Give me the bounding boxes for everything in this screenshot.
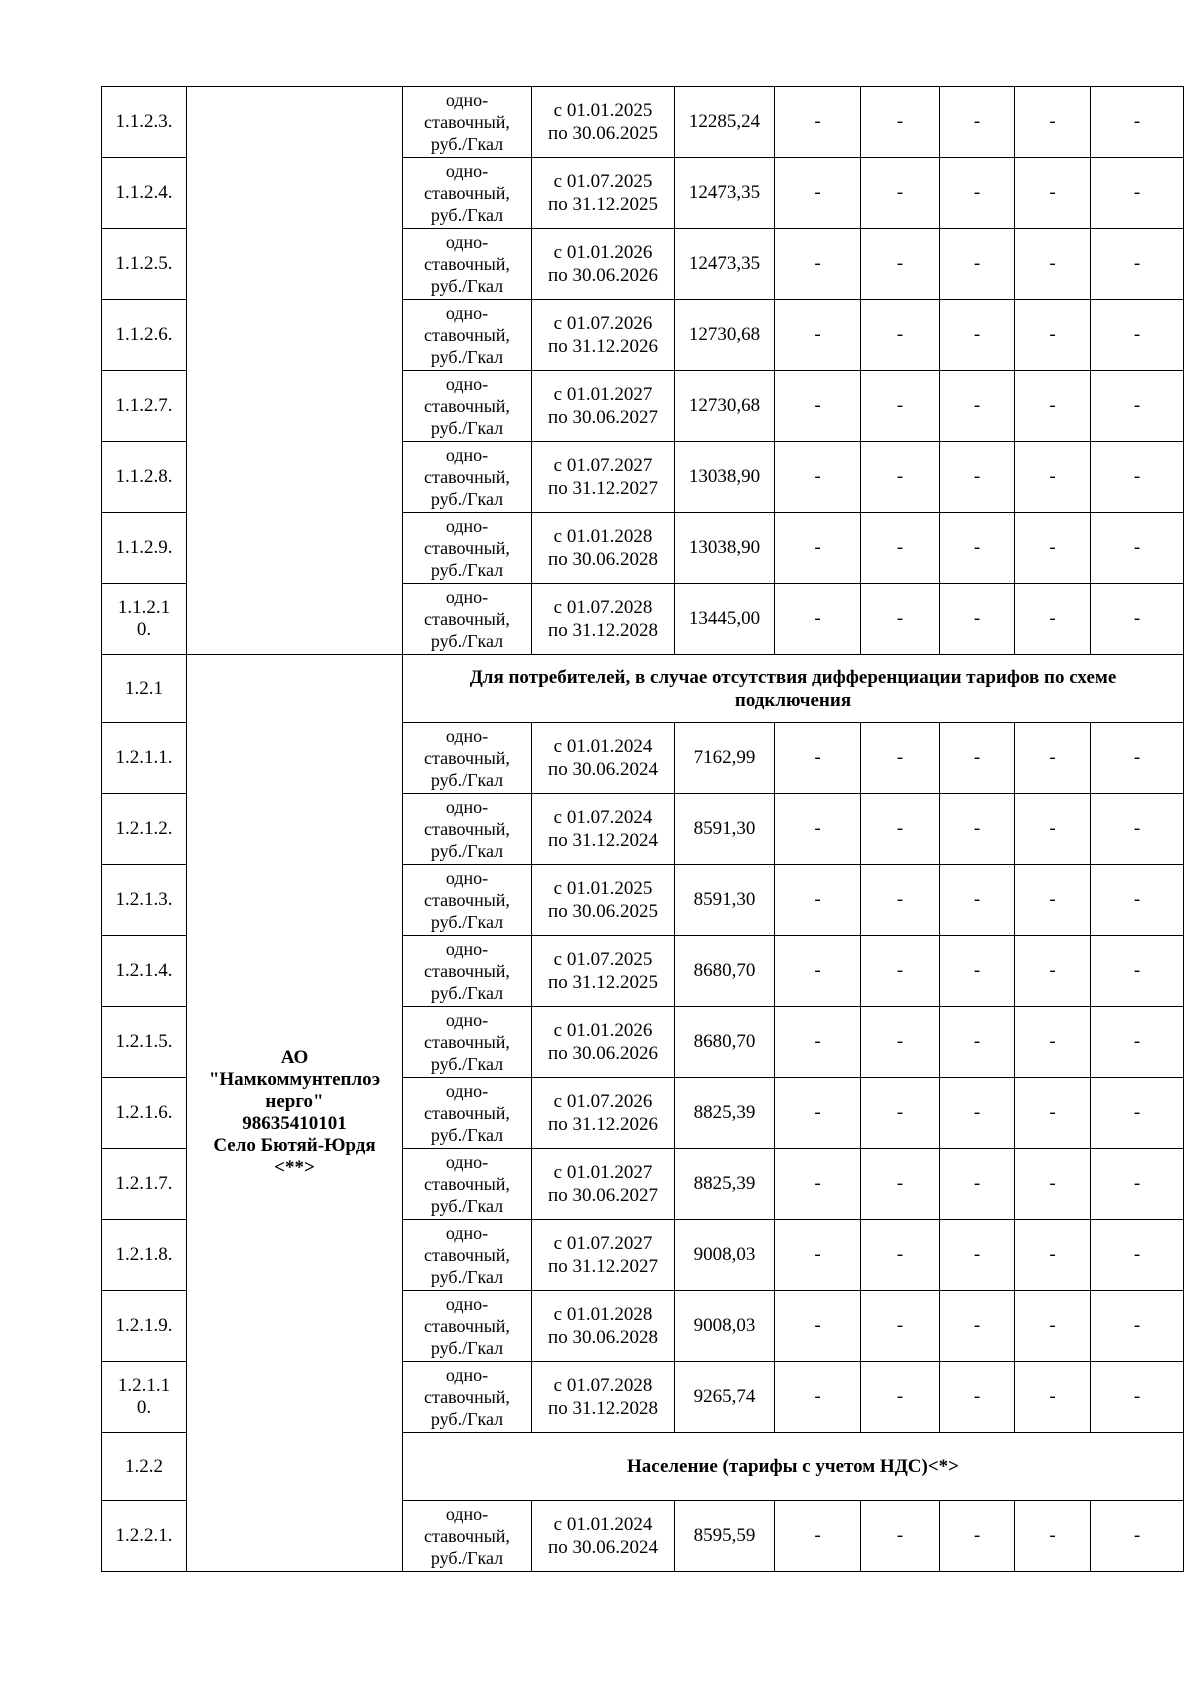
tariff-period: с 01.07.2027 по 31.12.2027 — [532, 442, 675, 513]
tariff-type: одно- ставочный, руб./Гкал — [403, 513, 532, 584]
tariff-type: одно- ставочный, руб./Гкал — [403, 865, 532, 936]
empty-value: - — [775, 1007, 861, 1078]
empty-value: - — [1091, 229, 1184, 300]
empty-value: - — [1015, 513, 1091, 584]
empty-value: - — [940, 1078, 1015, 1149]
tariff-table — [101, 86, 1184, 1572]
empty-value: - — [1015, 723, 1091, 794]
empty-value: - — [940, 936, 1015, 1007]
empty-value: - — [775, 794, 861, 865]
empty-value: - — [1091, 513, 1184, 584]
section-number: 1.2.1 — [102, 655, 187, 723]
empty-value: - — [1091, 1291, 1184, 1362]
empty-value: - — [861, 158, 940, 229]
organization-line: <**> — [274, 1157, 315, 1178]
table-row — [102, 87, 1184, 158]
tariff-value: 13445,00 — [675, 584, 775, 655]
tariff-period: с 01.01.2025 по 30.06.2025 — [532, 87, 675, 158]
empty-value: - — [1015, 442, 1091, 513]
empty-value: - — [1015, 371, 1091, 442]
empty-value: - — [940, 1501, 1015, 1572]
organization-line: "Намкоммунтеплоэ — [208, 1069, 381, 1090]
tariff-type: одно- ставочный, руб./Гкал — [403, 442, 532, 513]
empty-value: - — [1015, 1291, 1091, 1362]
tariff-period: с 01.01.2027 по 30.06.2027 — [532, 371, 675, 442]
empty-value: - — [775, 1362, 861, 1433]
empty-value: - — [1015, 229, 1091, 300]
empty-value: - — [861, 87, 940, 158]
empty-value: - — [1091, 371, 1184, 442]
organization-line: нерго" — [265, 1091, 324, 1112]
row-number: 1.1.2.9. — [102, 513, 187, 584]
tariff-period: с 01.01.2028 по 30.06.2028 — [532, 513, 675, 584]
empty-value: - — [775, 865, 861, 936]
empty-value: - — [1091, 936, 1184, 1007]
organization-cell-empty — [187, 87, 403, 655]
empty-value: - — [940, 513, 1015, 584]
empty-value: - — [940, 794, 1015, 865]
empty-value: - — [1015, 158, 1091, 229]
tariff-period: с 01.07.2028 по 31.12.2028 — [532, 1362, 675, 1433]
empty-value: - — [861, 794, 940, 865]
tariff-value: 13038,90 — [675, 442, 775, 513]
empty-value: - — [1015, 300, 1091, 371]
empty-value: - — [1091, 87, 1184, 158]
row-number: 1.2.1.8. — [102, 1220, 187, 1291]
empty-value: - — [775, 229, 861, 300]
empty-value: - — [1091, 584, 1184, 655]
tariff-type: одно- ставочный, руб./Гкал — [403, 1149, 532, 1220]
empty-value: - — [940, 158, 1015, 229]
row-number: 1.1.2.5. — [102, 229, 187, 300]
tariff-type: одно- ставочный, руб./Гкал — [403, 229, 532, 300]
tariff-type: одно- ставочный, руб./Гкал — [403, 723, 532, 794]
row-number: 1.2.1.6. — [102, 1078, 187, 1149]
tariff-value: 13038,90 — [675, 513, 775, 584]
tariff-value: 9008,03 — [675, 1291, 775, 1362]
empty-value: - — [861, 1007, 940, 1078]
tariff-period: с 01.01.2025 по 30.06.2025 — [532, 865, 675, 936]
tariff-type: одно- ставочный, руб./Гкал — [403, 1220, 532, 1291]
row-number: 1.2.2.1. — [102, 1501, 187, 1572]
empty-value: - — [775, 584, 861, 655]
tariff-value: 9265,74 — [675, 1362, 775, 1433]
empty-value: - — [940, 1220, 1015, 1291]
tariff-period: с 01.01.2028 по 30.06.2028 — [532, 1291, 675, 1362]
tariff-value: 8680,70 — [675, 1007, 775, 1078]
empty-value: - — [775, 158, 861, 229]
row-number: 1.2.1.1. — [102, 723, 187, 794]
tariff-type: одно- ставочный, руб./Гкал — [403, 1078, 532, 1149]
empty-value: - — [861, 1362, 940, 1433]
empty-value: - — [1091, 442, 1184, 513]
tariff-period: с 01.07.2024 по 31.12.2024 — [532, 794, 675, 865]
tariff-type: одно- ставочный, руб./Гкал — [403, 1501, 532, 1572]
organization-name — [187, 655, 403, 1572]
tariff-period: с 01.07.2026 по 31.12.2026 — [532, 1078, 675, 1149]
tariff-type: одно- ставочный, руб./Гкал — [403, 584, 532, 655]
tariff-value: 8825,39 — [675, 1078, 775, 1149]
tariff-type: одно- ставочный, руб./Гкал — [403, 371, 532, 442]
empty-value: - — [1091, 1149, 1184, 1220]
tariff-value: 8825,39 — [675, 1149, 775, 1220]
empty-value: - — [861, 584, 940, 655]
tariff-type: одно- ставочный, руб./Гкал — [403, 1362, 532, 1433]
empty-value: - — [861, 1291, 940, 1362]
empty-value: - — [1091, 1220, 1184, 1291]
empty-value: - — [1015, 1078, 1091, 1149]
tariff-period: с 01.07.2026 по 31.12.2026 — [532, 300, 675, 371]
empty-value: - — [1015, 1220, 1091, 1291]
tariff-value: 12473,35 — [675, 158, 775, 229]
section-title: Население (тарифы с учетом НДС)<*> — [403, 1433, 1184, 1501]
tariff-value: 7162,99 — [675, 723, 775, 794]
tariff-type: одно- ставочный, руб./Гкал — [403, 936, 532, 1007]
empty-value: - — [861, 300, 940, 371]
organization-line: 98635410101 — [242, 1113, 347, 1134]
empty-value: - — [1091, 158, 1184, 229]
row-number: 1.1.2.1 0. — [102, 584, 187, 655]
row-number: 1.2.1.4. — [102, 936, 187, 1007]
empty-value: - — [775, 1291, 861, 1362]
empty-value: - — [861, 371, 940, 442]
tariff-value: 8680,70 — [675, 936, 775, 1007]
empty-value: - — [861, 865, 940, 936]
empty-value: - — [940, 723, 1015, 794]
section-row — [102, 655, 1184, 723]
row-number: 1.2.1.1 0. — [102, 1362, 187, 1433]
empty-value: - — [775, 1078, 861, 1149]
tariff-value: 8591,30 — [675, 865, 775, 936]
empty-value: - — [775, 371, 861, 442]
empty-value: - — [861, 1078, 940, 1149]
row-number: 1.1.2.4. — [102, 158, 187, 229]
section-title: Для потребителей, в случае отсутствия дифференциации тарифов по схеме подключения — [403, 655, 1184, 723]
tariff-table-body — [102, 87, 1184, 1572]
empty-value: - — [1091, 1362, 1184, 1433]
empty-value: - — [775, 87, 861, 158]
empty-value: - — [1015, 1149, 1091, 1220]
tariff-type: одно- ставочный, руб./Гкал — [403, 1007, 532, 1078]
tariff-period: с 01.01.2026 по 30.06.2026 — [532, 229, 675, 300]
empty-value: - — [1091, 300, 1184, 371]
empty-value: - — [1015, 794, 1091, 865]
tariff-value: 12730,68 — [675, 371, 775, 442]
row-number: 1.2.1.5. — [102, 1007, 187, 1078]
empty-value: - — [940, 1149, 1015, 1220]
tariff-period: с 01.01.2026 по 30.06.2026 — [532, 1007, 675, 1078]
empty-value: - — [861, 936, 940, 1007]
tariff-type: одно- ставочный, руб./Гкал — [403, 87, 532, 158]
empty-value: - — [940, 229, 1015, 300]
empty-value: - — [1015, 87, 1091, 158]
empty-value: - — [861, 513, 940, 584]
empty-value: - — [940, 87, 1015, 158]
row-number: 1.2.1.7. — [102, 1149, 187, 1220]
empty-value: - — [775, 1220, 861, 1291]
empty-value: - — [940, 300, 1015, 371]
empty-value: - — [1091, 794, 1184, 865]
row-number: 1.1.2.7. — [102, 371, 187, 442]
tariff-value: 8591,30 — [675, 794, 775, 865]
empty-value: - — [1015, 1362, 1091, 1433]
row-number: 1.1.2.8. — [102, 442, 187, 513]
empty-value: - — [1015, 865, 1091, 936]
tariff-value: 9008,03 — [675, 1220, 775, 1291]
empty-value: - — [940, 371, 1015, 442]
tariff-period: с 01.01.2024 по 30.06.2024 — [532, 1501, 675, 1572]
empty-value: - — [775, 1149, 861, 1220]
empty-value: - — [775, 300, 861, 371]
empty-value: - — [1091, 723, 1184, 794]
empty-value: - — [775, 442, 861, 513]
tariff-period: с 01.01.2024 по 30.06.2024 — [532, 723, 675, 794]
tariff-period: с 01.07.2028 по 31.12.2028 — [532, 584, 675, 655]
empty-value: - — [861, 723, 940, 794]
empty-value: - — [940, 1007, 1015, 1078]
row-number: 1.2.1.2. — [102, 794, 187, 865]
empty-value: - — [1015, 584, 1091, 655]
row-number: 1.2.1.3. — [102, 865, 187, 936]
empty-value: - — [1091, 865, 1184, 936]
row-number: 1.1.2.3. — [102, 87, 187, 158]
empty-value: - — [940, 584, 1015, 655]
tariff-type: одно- ставочный, руб./Гкал — [403, 794, 532, 865]
empty-value: - — [1091, 1007, 1184, 1078]
empty-value: - — [1015, 936, 1091, 1007]
empty-value: - — [861, 1501, 940, 1572]
empty-value: - — [940, 1291, 1015, 1362]
empty-value: - — [775, 513, 861, 584]
empty-value: - — [775, 1501, 861, 1572]
tariff-type: одно- ставочный, руб./Гкал — [403, 158, 532, 229]
empty-value: - — [940, 865, 1015, 936]
empty-value: - — [775, 723, 861, 794]
tariff-value: 12473,35 — [675, 229, 775, 300]
tariff-value: 12730,68 — [675, 300, 775, 371]
tariff-period: с 01.07.2025 по 31.12.2025 — [532, 158, 675, 229]
tariff-type: одно- ставочный, руб./Гкал — [403, 1291, 532, 1362]
empty-value: - — [1091, 1501, 1184, 1572]
tariff-value: 12285,24 — [675, 87, 775, 158]
tariff-period: с 01.01.2027 по 30.06.2027 — [532, 1149, 675, 1220]
tariff-period: с 01.07.2027 по 31.12.2027 — [532, 1220, 675, 1291]
row-number: 1.1.2.6. — [102, 300, 187, 371]
empty-value: - — [775, 936, 861, 1007]
empty-value: - — [861, 1149, 940, 1220]
empty-value: - — [861, 229, 940, 300]
empty-value: - — [861, 1220, 940, 1291]
empty-value: - — [1091, 1078, 1184, 1149]
empty-value: - — [861, 442, 940, 513]
empty-value: - — [940, 442, 1015, 513]
organization-line: АО — [280, 1047, 309, 1068]
tariff-value: 8595,59 — [675, 1501, 775, 1572]
empty-value: - — [1015, 1501, 1091, 1572]
row-number: 1.2.1.9. — [102, 1291, 187, 1362]
organization-line: Село Бютяй-Юрдя — [213, 1135, 376, 1156]
empty-value: - — [1015, 1007, 1091, 1078]
tariff-period: с 01.07.2025 по 31.12.2025 — [532, 936, 675, 1007]
tariff-type: одно- ставочный, руб./Гкал — [403, 300, 532, 371]
empty-value: - — [940, 1362, 1015, 1433]
section-number: 1.2.2 — [102, 1433, 187, 1501]
